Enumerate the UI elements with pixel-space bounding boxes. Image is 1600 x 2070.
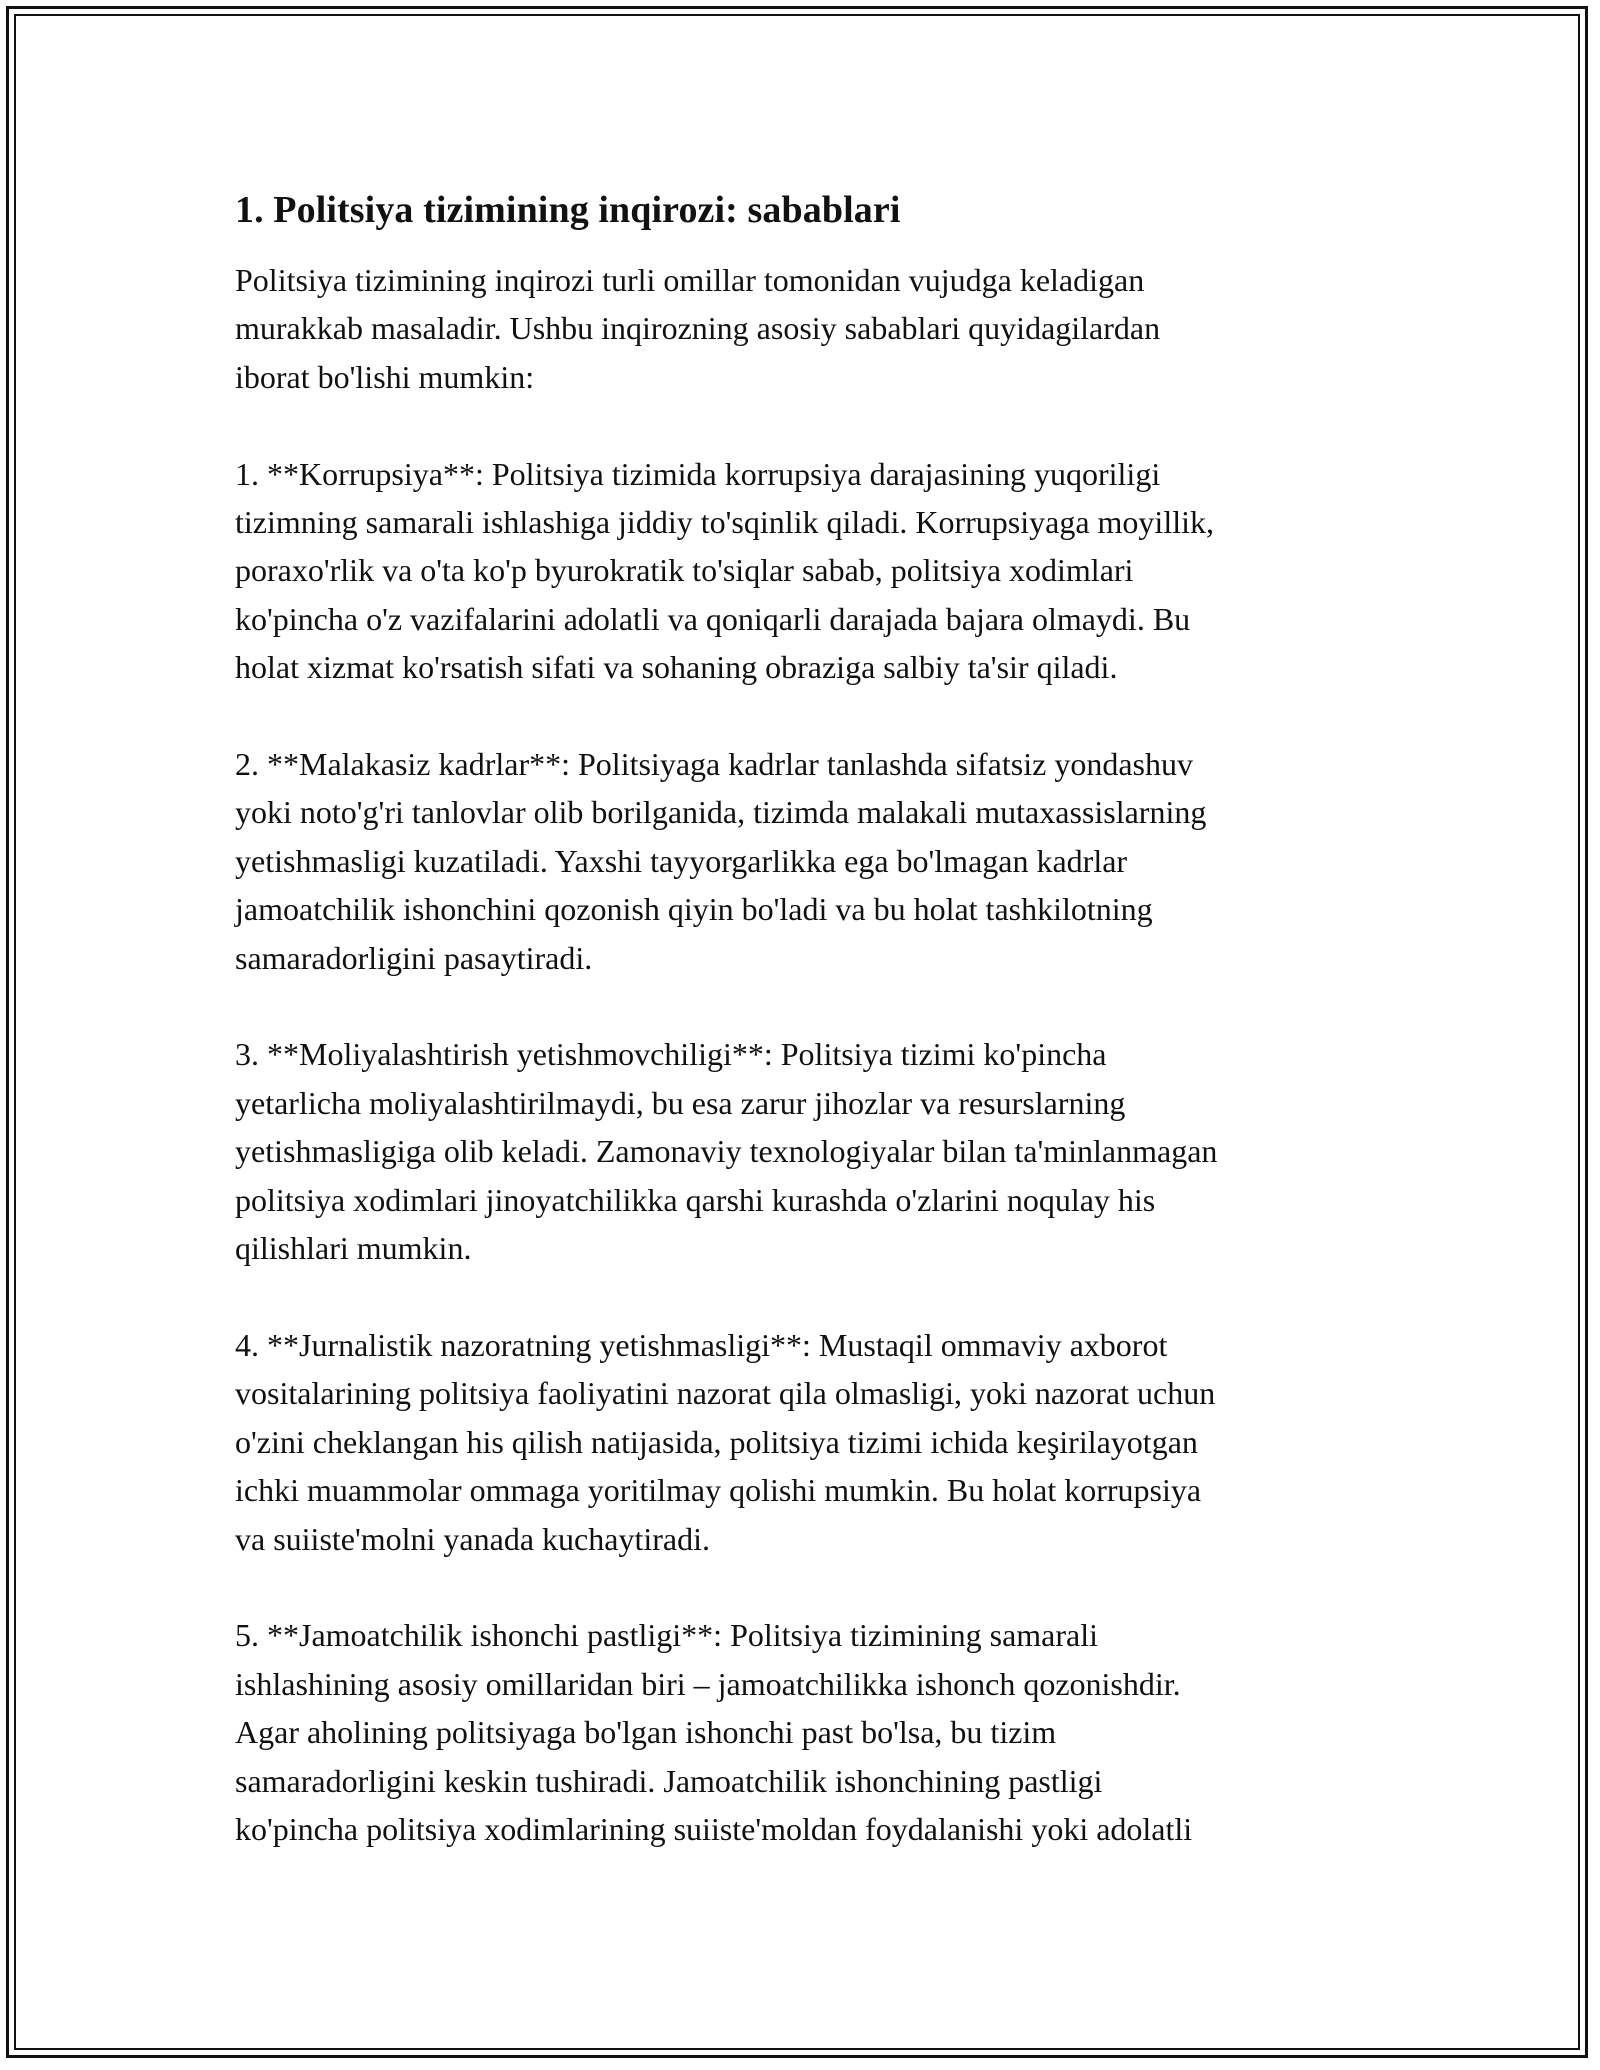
text-line: o'zini cheklangan his qilish natijasida, politsiya tizimi ichida keşirilayotgan — [235, 1423, 1198, 1460]
document-body — [235, 186, 1375, 1902]
text-line: poraxo'rlik va o'ta ko'p byurokratik to'siqlar sabab, politsiya xodimlari — [235, 552, 1134, 589]
list-item-jurnalistik-nazorat — [235, 1321, 1375, 1563]
text-line: politsiya xodimlari jinoyatchilikka qarshi kurashda o'zlarini noqulay his — [235, 1181, 1156, 1218]
text-line: 2. **Malakasiz kadrlar**: Politsiyaga kadrlar tanlashda sifatsiz yondashuv — [235, 746, 1193, 783]
list-item-moliyalashtirish — [235, 1030, 1375, 1272]
text-line: 1. **Korrupsiya**: Politsiya tizimida korrupsiya darajasining yuqoriligi — [235, 455, 1161, 492]
list-item-malakasiz-kadrlar — [235, 740, 1375, 982]
text-line: yetishmasligi kuzatiladi. Yaxshi tayyorgarlikka ega bo'lmagan kadrlar — [235, 842, 1128, 879]
text-line: holat xizmat ko'rsatish sifati va sohaning obraziga salbiy ta'sir qiladi. — [235, 649, 1118, 686]
text-line: vositalarining politsiya faoliyatini nazorat qila olmasligi, yoki nazorat uchun — [235, 1375, 1216, 1412]
text-line: ko'pincha politsiya xodimlarining suiiste'moldan foydalanishi yoki adolatli — [235, 1810, 1193, 1847]
text-line: 3. **Moliyalashtirish yetishmovchiligi**: Politsiya tizimi ko'pincha — [235, 1036, 1107, 1073]
text-line: ichki muammolar ommaga yoritilmay qolishi mumkin. Bu holat korrupsiya — [235, 1472, 1202, 1509]
text-line: samaradorligini keskin tushiradi. Jamoatchilik ishonchining pastligi — [235, 1762, 1103, 1799]
text-line: jamoatchilik ishonchini qozonish qiyin bo'ladi va bu holat tashkilotning — [235, 891, 1153, 928]
section-heading: 1. Politsiya tizimining inqirozi: sabablari — [235, 189, 901, 231]
text-line: tizimning samarali ishlashiga jiddiy to'sqinlik qiladi. Korrupsiyaga moyillik, — [235, 504, 1214, 541]
text-line: Politsiya tizimining inqirozi turli omillar tomonidan vujudga keladigan — [235, 262, 1145, 298]
text-line: va suiiste'molni yanada kuchaytiradi. — [235, 1520, 710, 1557]
list-item-korrupsiya — [235, 450, 1375, 692]
text-line: yetarlicha moliyalashtirilmaydi, bu esa zarur jihozlar va resurslarning — [235, 1084, 1126, 1121]
list-item-jamoatchilik-ishonchi — [235, 1611, 1375, 1853]
text-line: yetishmasligiga olib keladi. Zamonaviy texnologiyalar bilan ta'minlanmagan — [235, 1133, 1218, 1170]
text-line: murakkab masaladir. Ushbu inqirozning asosiy sabablari quyidagilardan — [235, 310, 1161, 347]
text-line: 5. **Jamoatchilik ishonchi pastligi**: Politsiya tizimining samarali — [235, 1617, 1099, 1654]
text-line: 4. **Jurnalistik nazoratning yetishmasligi**: Mustaqil ommaviy axborot — [235, 1326, 1168, 1363]
text-line: iborat bo'lishi mumkin: — [235, 358, 535, 395]
text-line: yoki noto'g'ri tanlovlar olib borilganida, tizimda malakali mutaxassislarning — [235, 794, 1207, 831]
text-line: qilishlari mumkin. — [235, 1230, 472, 1267]
text-line: samaradorligini pasaytiradi. — [235, 939, 593, 976]
text-line: ishlashining asosiy omillaridan biri – jamoatchilikka ishonch qozonishdir. — [235, 1665, 1181, 1702]
text-line: ko'pincha o'z vazifalarini adolatli va qoniqarli darajada bajara olmaydi. Bu — [235, 600, 1191, 637]
intro-paragraph — [235, 256, 1375, 401]
text-line: Agar aholining politsiyaga bo'lgan ishonchi past bo'lsa, bu tizim — [235, 1714, 1057, 1751]
